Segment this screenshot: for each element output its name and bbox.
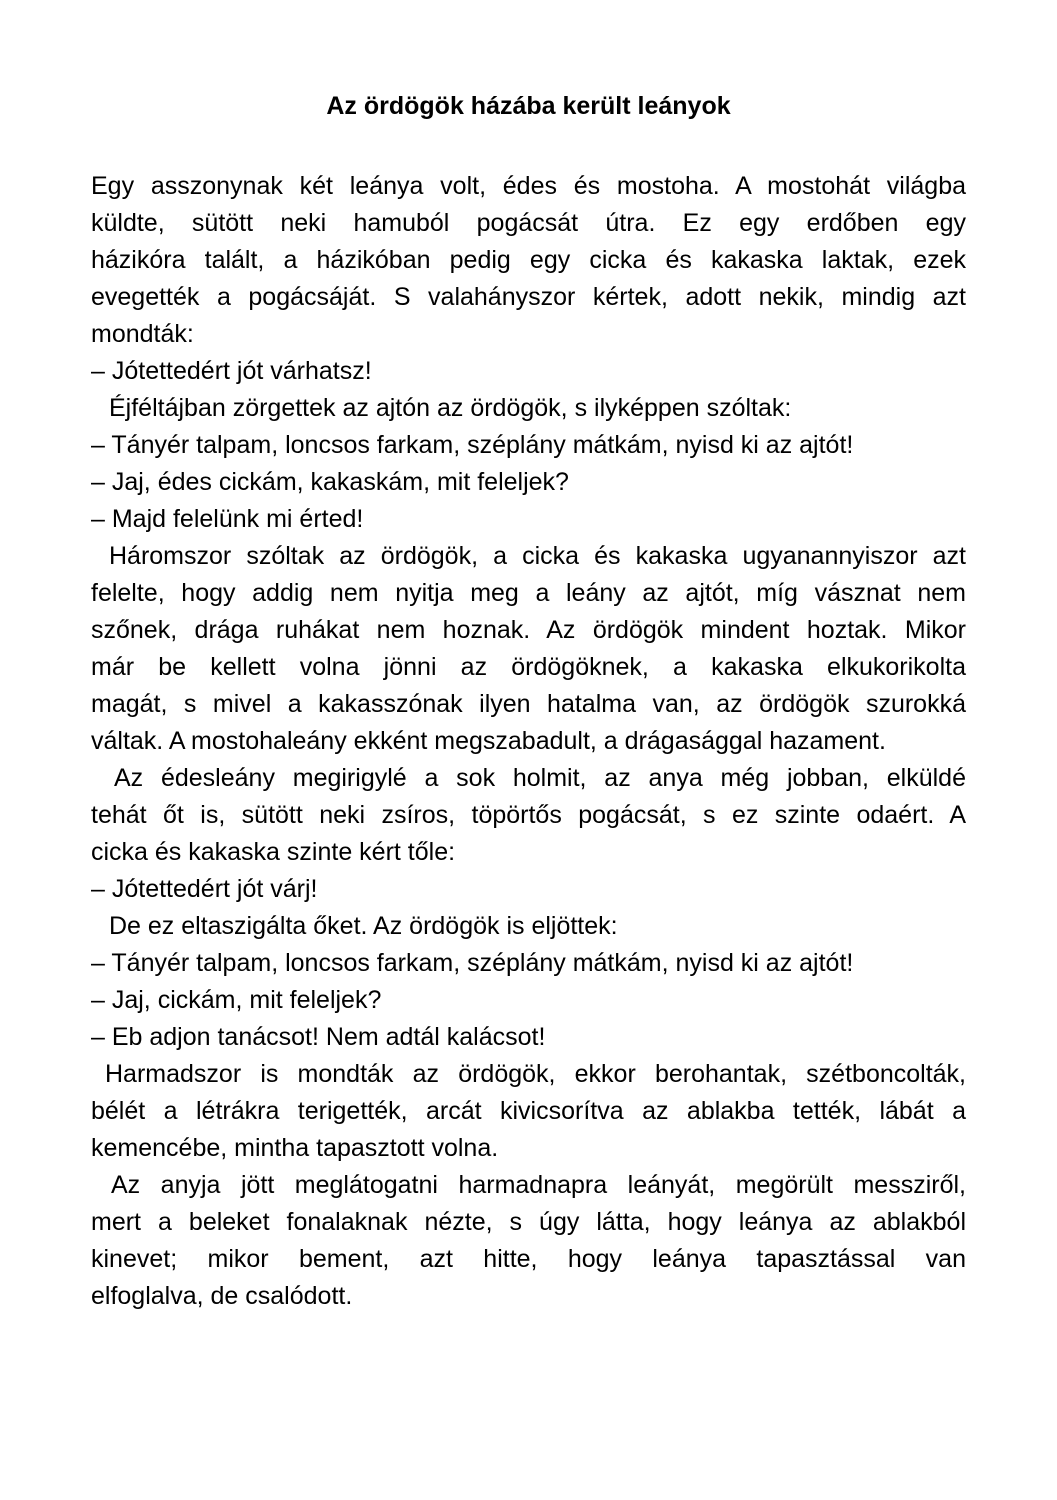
paragraph-line: váltak. A mostohaleány ekként megszabadult, a drágasággal hazament. bbox=[91, 727, 886, 755]
dialogue-line: – Majd felelünk mi érted! bbox=[91, 505, 364, 533]
dialogue-line: – Jótettedért jót várj! bbox=[91, 875, 318, 903]
paragraph-line: elfoglalva, de csalódott. bbox=[91, 1282, 353, 1310]
dialogue-line: – Jaj, édes cickám, kakaskám, mit feleljek? bbox=[91, 468, 569, 496]
paragraph-line: már be kellett volna jönni az ördögöknek, a kakaska elkukorikolta bbox=[91, 653, 966, 681]
paragraph-line: mondták: bbox=[91, 320, 194, 348]
dialogue-line: – Eb adjon tanácsot! Nem adtál kalácsot! bbox=[91, 1023, 546, 1051]
dialogue-line: – Jótettedért jót várhatsz! bbox=[91, 357, 372, 385]
dialogue-line: – Tányér talpam, loncsos farkam, széplány mátkám, nyisd ki az ajtót! bbox=[91, 949, 854, 977]
paragraph-line: küldte, sütött neki hamuból pogácsát útra. Ez egy erdőben egy bbox=[91, 209, 966, 237]
document-body bbox=[91, 168, 966, 1315]
paragraph-line: Egy asszonynak két leánya volt, édes és mostoha. A mostohát világba bbox=[91, 172, 966, 200]
paragraph-line: kemencébe, mintha tapasztott volna. bbox=[91, 1134, 499, 1162]
paragraph-line: De ez eltaszigálta őket. Az ördögök is eljöttek: bbox=[109, 912, 618, 940]
paragraph-line: kinevet; mikor bement, azt hitte, hogy leánya tapasztással van bbox=[91, 1245, 966, 1273]
paragraph-line: magát, s mivel a kakasszónak ilyen hatalma van, az ördögök szurokká bbox=[91, 690, 966, 718]
paragraph-line: Háromszor szóltak az ördögök, a cicka és kakaska ugyanannyiszor azt bbox=[109, 542, 966, 570]
paragraph-line: Az édesleány megirigylé a sok holmit, az anya még jobban, elküldé bbox=[114, 764, 966, 792]
document-title: Az ördögök házába került leányok bbox=[326, 92, 731, 120]
paragraph-line: mert a beleket fonalaknak nézte, s úgy látta, hogy leánya az ablakból bbox=[91, 1208, 966, 1236]
paragraph-line: bélét a létrákra terigették, arcát kivicsorítva az ablakba tették, lábát a bbox=[91, 1097, 966, 1125]
paragraph-line: Az anyja jött meglátogatni harmadnapra leányát, megörült messziről, bbox=[111, 1171, 966, 1199]
paragraph-line: házikóra talált, a házikóban pedig egy cicka és kakaska laktak, ezek bbox=[91, 246, 966, 274]
paragraph-line: felelte, hogy addig nem nyitja meg a leány az ajtót, míg vásznat nem bbox=[91, 579, 966, 607]
paragraph-line: evegették a pogácsáját. S valahányszor kértek, adott nekik, mindig azt bbox=[91, 283, 966, 311]
paragraph-line: szőnek, drága ruhákat nem hoznak. Az ördögök mindent hoztak. Mikor bbox=[91, 616, 966, 644]
paragraph-line: cicka és kakaska szinte kért tőle: bbox=[91, 838, 456, 866]
paragraph-line: tehát őt is, sütött neki zsíros, töpörtős pogácsát, s ez szinte odaért. A bbox=[91, 801, 966, 829]
dialogue-line: – Jaj, cickám, mit feleljek? bbox=[91, 986, 382, 1014]
paragraph-line: Éjféltájban zörgettek az ajtón az ördögök, s ilyképpen szóltak: bbox=[109, 394, 792, 422]
dialogue-line: – Tányér talpam, loncsos farkam, széplány mátkám, nyisd ki az ajtót! bbox=[91, 431, 854, 459]
paragraph-line: Harmadszor is mondták az ördögök, ekkor berohantak, szétboncolták, bbox=[105, 1060, 966, 1088]
